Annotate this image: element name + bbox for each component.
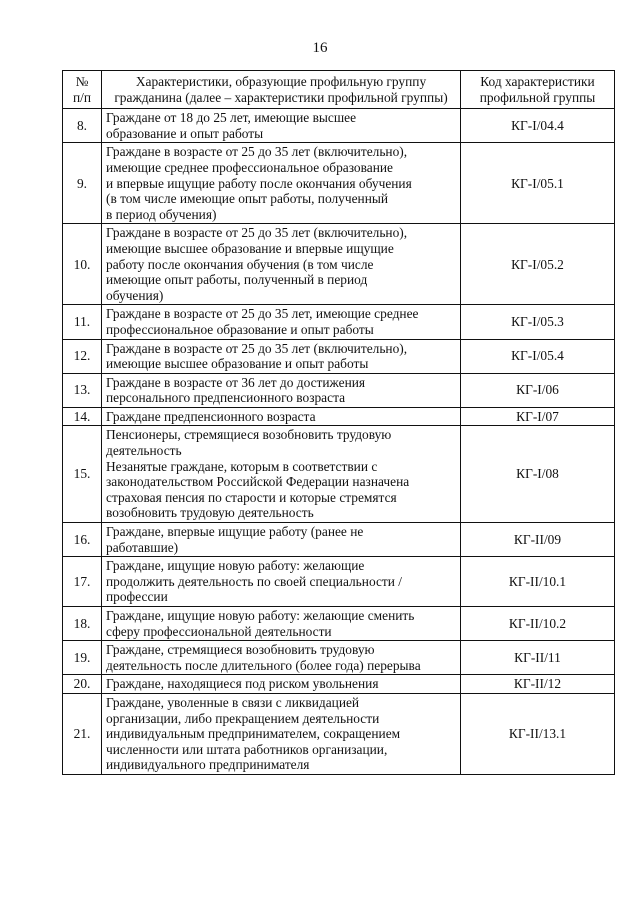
- row-number: 14.: [63, 407, 102, 426]
- row-code: КГ-I/05.2: [461, 224, 615, 305]
- row-code: КГ-II/13.1: [461, 693, 615, 774]
- row-description: Граждане от 18 до 25 лет, имеющие высшее образование и опыт работы: [102, 109, 461, 143]
- row-description: Граждане, находящиеся под риском увольнения: [102, 675, 461, 694]
- header-num-text: № п/п: [72, 74, 92, 105]
- row-code: КГ-II/12: [461, 675, 615, 694]
- table-row: [63, 407, 615, 426]
- row-description: Граждане в возрасте от 25 до 35 лет (включительно), имеющие среднее профессиональное образование и впервые ищущие работу после окончания обучения (в том числе имеющие опыт работы, полученный в период обучения): [102, 143, 461, 224]
- row-number: 21.: [63, 693, 102, 774]
- row-code: КГ-II/10.2: [461, 607, 615, 641]
- table-header-row: [63, 71, 615, 109]
- row-code: КГ-II/10.1: [461, 557, 615, 607]
- table-row: [63, 143, 615, 224]
- table-row: [63, 675, 615, 694]
- row-description: Граждане, ищущие новую работу: желающие сменить сферу профессиональной деятельности: [102, 607, 461, 641]
- row-number: 8.: [63, 109, 102, 143]
- table-row: [63, 426, 615, 523]
- table-row: [63, 109, 615, 143]
- row-number: 15.: [63, 426, 102, 523]
- row-number: 20.: [63, 675, 102, 694]
- row-description: Граждане в возрасте от 36 лет до достижения персонального предпенсионного возраста: [102, 373, 461, 407]
- row-description: Граждане, ищущие новую работу: желающие продолжить деятельность по своей специальности / профессии: [102, 557, 461, 607]
- row-code: КГ-I/08: [461, 426, 615, 523]
- page-number: 16: [312, 40, 328, 56]
- table-row: [63, 224, 615, 305]
- row-code: КГ-I/04.4: [461, 109, 615, 143]
- row-number: 13.: [63, 373, 102, 407]
- row-number: 10.: [63, 224, 102, 305]
- table-row: [63, 339, 615, 373]
- row-code: КГ-II/09: [461, 523, 615, 557]
- row-number: 18.: [63, 607, 102, 641]
- table-row: [63, 557, 615, 607]
- table-body: [63, 109, 615, 775]
- row-number: 12.: [63, 339, 102, 373]
- row-description: Пенсионеры, стремящиеся возобновить трудовую деятельность Незанятые граждане, которым в соответствии с законодательством Российской Федерации назначена страховая пенсия по старости и которые стремятся возобновить трудовую деятельность: [102, 426, 461, 523]
- row-number: 19.: [63, 641, 102, 675]
- row-code: КГ-I/07: [461, 407, 615, 426]
- header-description-text: Характеристики, образующие профильную группу гражданина (далее – характеристики профильной группы): [114, 74, 448, 105]
- header-code: [461, 71, 615, 109]
- row-description: Граждане в возрасте от 25 до 35 лет, имеющие среднее профессиональное образование и опыт работы: [102, 305, 461, 339]
- row-description: Граждане, уволенные в связи с ликвидацией организации, либо прекращением деятельности индивидуальным предпринимателем, сокращением численности или штата работников организации, индивидуального предпринимателя: [102, 693, 461, 774]
- row-code: КГ-I/05.1: [461, 143, 615, 224]
- table-row: [63, 607, 615, 641]
- header-num: [63, 71, 102, 109]
- table-row: [63, 523, 615, 557]
- row-description: Граждане предпенсионного возраста: [102, 407, 461, 426]
- row-description: Граждане в возрасте от 25 до 35 лет (включительно), имеющие высшее образование и опыт работы: [102, 339, 461, 373]
- row-code: КГ-I/06: [461, 373, 615, 407]
- table-row: [63, 641, 615, 675]
- header-code-text: Код характеристики профильной группы: [479, 74, 596, 105]
- row-code: КГ-I/05.4: [461, 339, 615, 373]
- table-row: [63, 373, 615, 407]
- table-row: [63, 305, 615, 339]
- row-code: КГ-II/11: [461, 641, 615, 675]
- header-description: [102, 71, 461, 109]
- row-number: 11.: [63, 305, 102, 339]
- profile-groups-table: [62, 70, 615, 775]
- row-description: Граждане в возрасте от 25 до 35 лет (включительно), имеющие высшее образование и впервые ищущие работу после окончания обучения (в том числе имеющие опыт работы, полученный в период обучения): [102, 224, 461, 305]
- row-description: Граждане, впервые ищущие работу (ранее не работавшие): [102, 523, 461, 557]
- table-row: [63, 693, 615, 774]
- row-number: 17.: [63, 557, 102, 607]
- row-description: Граждане, стремящиеся возобновить трудовую деятельность после длительного (более года) перерыва: [102, 641, 461, 675]
- row-number: 9.: [63, 143, 102, 224]
- row-number: 16.: [63, 523, 102, 557]
- row-code: КГ-I/05.3: [461, 305, 615, 339]
